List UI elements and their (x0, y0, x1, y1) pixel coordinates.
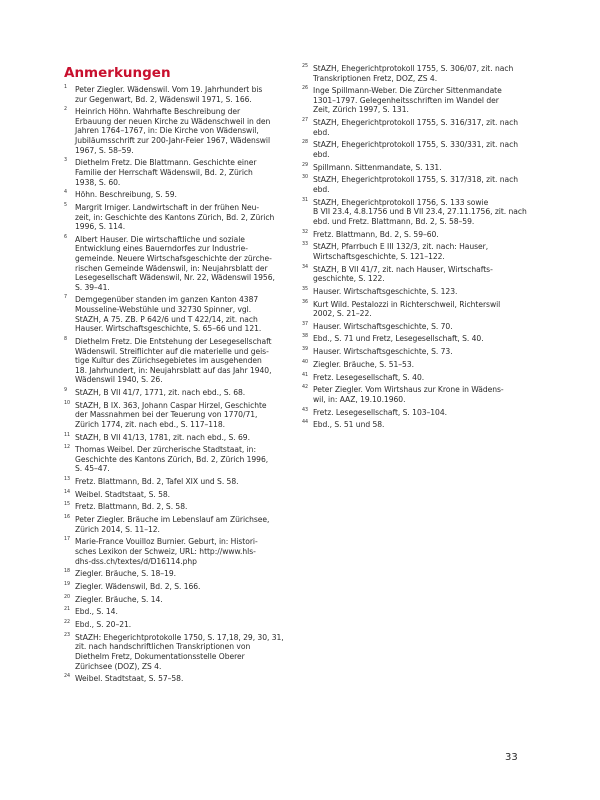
footnote (64, 445, 284, 474)
right-column (302, 64, 526, 433)
footnote-text-line: Fretz. Blattmann, Bd. 2, S. 59–60. (313, 229, 439, 239)
footnote-text-line: Transkriptionen Fretz, DOZ, ZS 4. (313, 73, 438, 83)
footnote-text-line: Fretz. Lesegesellschaft, S. 40. (313, 372, 425, 382)
footnote-text-line: Weibel. Stadtstaat, S. 58. (75, 489, 170, 499)
footnote (64, 477, 284, 487)
footnote-text-line: 1301–1797. Gelegenheitsschriften im Wandel der (313, 95, 499, 105)
footnote-number: 27 (302, 118, 309, 124)
footnote (302, 300, 526, 319)
footnote-text-line: Fretz. Blattmann, Bd. 2, S. 58. (75, 502, 188, 512)
footnote-text-line: Mousseline-Webstühle und 32730 Spinner, vgl. (75, 305, 252, 315)
footnote-text-line: Geschichte des Kantons Zürich, Bd. 2, Zürich 1996, (75, 454, 269, 464)
footnote (64, 295, 284, 333)
footnote-text-line: Ziegler. Wädenswil, Bd. 2, S. 166. (75, 582, 201, 591)
footnote-text-line: rischen Gemeinde Wädenswil, in: Neujahrsblatt der (75, 263, 268, 273)
footnote-number: 32 (302, 229, 309, 235)
footnote (302, 64, 526, 83)
footnote-text-line: Marie-France Vouilloz Burnier. Geburt, in: Histori- (75, 537, 258, 547)
footnote (302, 420, 526, 430)
footnote-text-line: Ebd., S. 14. (75, 607, 118, 617)
footnote-number: 30 (302, 175, 309, 181)
page-number: 33 (505, 752, 518, 763)
footnote-text-line: 1938, S. 60. (75, 177, 121, 187)
footnote-text-line: Höhn. Beschreibung, S. 59. (75, 190, 177, 200)
footnote-text-line: dhs-dss.ch/textes/d/D16114.php (75, 556, 197, 566)
footnote-number: 42 (302, 385, 309, 391)
footnote (302, 163, 526, 173)
footnote-text-line: StAZH, Ehegerichtprotokoll 1756, S. 133 sowie (313, 197, 489, 207)
footnote (64, 107, 284, 155)
footnote-number: 37 (302, 321, 309, 327)
footnote-text-line: Ziegler. Bräuche, S. 51–53. (313, 359, 414, 369)
footnote-number: 7 (64, 295, 68, 301)
footnote-text-line: Spillmann. Sittenmandate, S. 131. (313, 162, 442, 172)
footnote-text-line: B VII 23.4, 4.8.1756 und B VII 23.4, 27.11.1756, zit. nach (313, 207, 527, 217)
footnote-text-line: Hauser. Wirtschaftsgeschichte, S. 65–66 und 121. (75, 324, 262, 334)
footnote-text-line: Margrit Irniger. Landwirtschaft in der frühen Neu- (75, 202, 260, 212)
footnote (64, 235, 284, 293)
footnote-text-line: 2002, S. 21–22. (313, 309, 372, 319)
footnote-text-line: Lesegesellschaft Wädenswil, Nr. 22, Wädenswil 1956, (75, 273, 275, 283)
footnote-text-line: StAZH, Ehegerichtprotokoll 1755, S. 316/317, zit. nach (313, 118, 518, 128)
footnote-number: 9 (64, 387, 68, 393)
footnote-number: 44 (302, 420, 309, 426)
footnote (64, 582, 284, 592)
footnote-text-line: Heinrich Höhn. Wahrhafte Beschreibung der (75, 107, 241, 117)
footnote-text-line: StAZH, Ehegerichtprotokoll 1755, S. 306/07, zit. nach (313, 64, 514, 73)
footnote-text-line: sches Lexikon der Schweiz, URL: http://www.hls- (75, 547, 256, 557)
footnote-text-line: Peter Ziegler. Wädenswil. Vom 19. Jahrhundert bis (75, 85, 263, 94)
footnote (64, 158, 284, 187)
footnote-text-line: Jahren 1764–1767, in: Die Kirche von Wädenswil, (75, 126, 259, 136)
footnote-text-line: geschichte, S. 122. (313, 274, 385, 284)
footnote (64, 190, 284, 200)
footnote-number: 12 (64, 445, 71, 451)
footnote-number: 23 (64, 632, 71, 638)
footnote-text-line: StAZH, Pfarrbuch E III 132/3, zit. nach: Hauser, (313, 242, 489, 252)
footnote-text-line: Familie der Herrschaft Wädenswil, Bd. 2, Zürich (75, 167, 253, 177)
footnote-number: 14 (64, 489, 71, 495)
footnote (64, 388, 284, 398)
footnote-text-line: 1967, S. 58–59. (75, 145, 134, 155)
footnote-text-line: Jubiläumsschrift zur 200-Jahr-Feier 1967, Wädenswil (75, 136, 271, 146)
footnote-text-line: Hauser. Wirtschaftsgeschichte, S. 73. (313, 347, 453, 357)
footnote-text-line: ebd. und Fretz. Blattmann, Bd. 2, S. 58–59. (313, 216, 475, 226)
footnote-text-line: StAZH, Ehegerichtprotokoll 1755, S. 330/331, zit. nach (313, 140, 518, 150)
footnote (302, 287, 526, 297)
footnote (302, 385, 526, 404)
notes-list-right (302, 64, 526, 430)
footnote (302, 265, 526, 284)
footnote-text-line: StAZH: Ehegerichtprotokolle 1750, S. 17,18, 29, 30, 31, (75, 632, 284, 642)
left-column (64, 64, 284, 687)
footnote-number: 10 (64, 400, 71, 406)
footnote-number: 35 (302, 286, 309, 292)
footnote-number: 24 (64, 674, 71, 680)
footnote-text-line: Peter Ziegler. Bräuche im Lebenslauf am Zürichsee, (75, 515, 270, 525)
footnote (64, 433, 284, 443)
footnote-text-line: zur Gegenwart, Bd. 2, Wädenswil 1971, S. 166. (75, 94, 252, 104)
footnote-text-line: StAZH, A 75. ZB. P 642/6 und T 422/14, zit. nach (75, 314, 258, 324)
footnote-text-line: ebd. (313, 127, 330, 137)
footnote-number: 33 (302, 242, 309, 248)
footnote (64, 595, 284, 605)
footnote-text-line: StAZH, B VII 41/7, 1771, zit. nach ebd., S. 68. (75, 387, 246, 397)
footnote (302, 198, 526, 227)
footnote-number: 40 (302, 359, 309, 365)
footnote (302, 360, 526, 370)
footnote-text-line: Zürich 2014, S. 11–12. (75, 524, 160, 534)
footnote (64, 607, 284, 617)
footnote (302, 230, 526, 240)
footnote-text-line: Kurt Wild. Pestalozzi in Richterschweil, Richterswil (313, 299, 501, 309)
footnote-text-line: wil, in: AAZ, 19.10.1960. (313, 394, 406, 404)
footnote-text-line: 1996, S. 114. (75, 222, 126, 232)
footnote-text-line: S. 39–41. (75, 282, 110, 292)
footnote (302, 347, 526, 357)
footnote (64, 203, 284, 232)
notes-list-left (64, 85, 284, 684)
footnote-text-line: Hauser. Wirtschaftsgeschichte, S. 70. (313, 321, 453, 331)
footnote-text-line: Thomas Weibel. Der zürcherische Stadtstaat, in: (75, 445, 256, 455)
footnote-text-line: Albert Hauser. Die wirtschaftliche und soziale (75, 234, 245, 244)
footnote (64, 515, 284, 534)
footnote-text-line: StAZH, Ehegerichtprotokoll 1755, S. 317/318, zit. nach (313, 175, 518, 185)
footnote-number: 11 (64, 432, 71, 438)
footnote-text-line: tige Kultur des Zürichsegebietes im ausgehenden (75, 356, 262, 366)
footnote-number: 4 (64, 190, 68, 196)
footnote (64, 337, 284, 385)
footnote-number: 1 (64, 85, 68, 90)
footnote-text-line: 18. Jahrhundert, in: Neujahrsblatt auf das Jahr 1940, (75, 365, 272, 375)
footnote-text-line: Inge Spillmann-Weber. Die Zürcher Sittenmandate (313, 86, 502, 96)
footnote-text-line: ebd. (313, 185, 330, 194)
footnote-text-line: Ziegler. Bräuche, S. 18–19. (75, 569, 176, 579)
footnote-text-line: Ebd., S. 20–21. (75, 620, 132, 630)
footnote (64, 85, 284, 104)
footnote-number: 31 (302, 197, 309, 203)
footnote-text-line: Zeit, Zürich 1997, S. 131. (313, 105, 409, 115)
footnote-number: 26 (302, 86, 309, 92)
footnote-text-line: Zürich 1774, zit. nach ebd., S. 117–118. (75, 419, 225, 429)
footnote-text-line: ebd. (313, 150, 330, 160)
footnote-text-line: zeit, in: Geschichte des Kantons Zürich, Bd. 2, Zürich (75, 212, 275, 222)
footnote-text-line: Ebd., S. 51 und 58. (313, 420, 385, 430)
footnote-text-line: Wädenswil. Streiflichter auf die materielle und geis- (75, 346, 269, 356)
footnote-number: 39 (302, 347, 309, 353)
footnote (302, 334, 526, 344)
footnote-text-line: Diethelm Fretz. Die Entstehung der Lesegesellschaft (75, 336, 272, 346)
footnote (64, 401, 284, 430)
footnote-number: 8 (64, 336, 68, 342)
footnote-text-line: Weibel. Stadtstaat, S. 57–58. (75, 674, 184, 684)
footnote (64, 569, 284, 579)
footnote-text-line: Ziegler. Bräuche, S. 14. (75, 594, 163, 604)
footnote-number: 38 (302, 334, 309, 340)
footnote (302, 242, 526, 261)
footnote-text-line: Erbauung der neuen Kirche zu Wädenschweil in den (75, 116, 271, 126)
footnote-number: 3 (64, 158, 68, 164)
footnote-number: 28 (302, 140, 309, 146)
footnote-number: 17 (64, 537, 71, 543)
footnote (64, 502, 284, 512)
footnote (64, 620, 284, 630)
footnote-number: 34 (302, 264, 309, 270)
footnote-text-line: Fretz. Blattmann, Bd. 2, Tafel XIX und S. 58. (75, 477, 239, 487)
footnote-number: 2 (64, 107, 68, 113)
footnote (302, 322, 526, 332)
footnote-text-line: Demgegenüber standen im ganzen Kanton 4387 (75, 295, 259, 305)
footnote-text-line: Ebd., S. 71 und Fretz, Lesegesellschaft, S. 40. (313, 334, 484, 344)
footnote-text-line: Hauser. Wirtschaftsgeschichte, S. 123. (313, 286, 458, 296)
footnote (64, 674, 284, 684)
footnote (302, 175, 526, 194)
footnote-text-line: der Massnahmen bei der Teuerung von 1770/71, (75, 410, 258, 420)
footnote-number: 18 (64, 569, 71, 575)
footnote-number: 36 (302, 299, 309, 305)
footnote (64, 537, 284, 566)
footnote-text-line: StAZH, B VII 41/7, zit. nach Hauser, Wirtschafts- (313, 264, 493, 274)
footnote-number: 5 (64, 202, 68, 208)
footnote-number: 15 (64, 502, 71, 508)
footnote (302, 118, 526, 137)
footnote-number: 29 (302, 162, 309, 168)
footnote-text-line: StAZH, B IX. 363, Johann Caspar Hirzel, Geschichte (75, 400, 267, 410)
footnote (302, 86, 526, 115)
notes-heading: Anmerkungen (64, 65, 171, 81)
footnote-text-line: Wirtschaftsgeschichte, S. 121–122. (313, 251, 445, 261)
footnote-number: 16 (64, 515, 71, 521)
footnote-number: 21 (64, 607, 71, 613)
footnote-number: 25 (302, 64, 309, 69)
footnote (302, 373, 526, 383)
footnote-text-line: StAZH, B VII 41/13, 1781, zit. nach ebd., S. 69. (75, 432, 250, 442)
footnote-text-line: Entwicklung eines Bauerndorfes zur Industrie- (75, 244, 248, 254)
footnote (302, 140, 526, 159)
footnote-text-line: zit. nach handschriftlichen Transkriptionen von (75, 642, 251, 652)
footnote-text-line: Diethelm Fretz. Die Blattmann. Geschichte einer (75, 158, 257, 168)
footnote (64, 490, 284, 500)
footnote-number: 6 (64, 234, 68, 240)
footnote-number: 43 (302, 407, 309, 413)
footnote-number: 20 (64, 594, 71, 600)
footnote-text-line: Peter Ziegler. Vom Wirtshaus zur Krone in Wädens- (313, 385, 504, 395)
footnote-number: 22 (64, 620, 71, 626)
footnote-number: 41 (302, 372, 309, 378)
footnote-text-line: Diethelm Fretz, Dokumentationsstelle Oberer (75, 651, 245, 661)
footnote-text-line: Wädenswil 1940, S. 26. (75, 375, 163, 385)
footnote-number: 19 (64, 582, 71, 587)
footnote-text-line: Fretz. Lesegesellschaft, S. 103–104. (313, 407, 447, 417)
footnote (302, 408, 526, 418)
footnote-text-line: Zürichsee (DOZ), ZS 4. (75, 661, 162, 671)
footnote (64, 633, 284, 671)
footnote-text-line: S. 45–47. (75, 464, 110, 474)
footnote-text-line: gemeinde. Neuere Wirtschafsgeschichte der zürche- (75, 253, 272, 263)
footnote-number: 13 (64, 477, 71, 483)
